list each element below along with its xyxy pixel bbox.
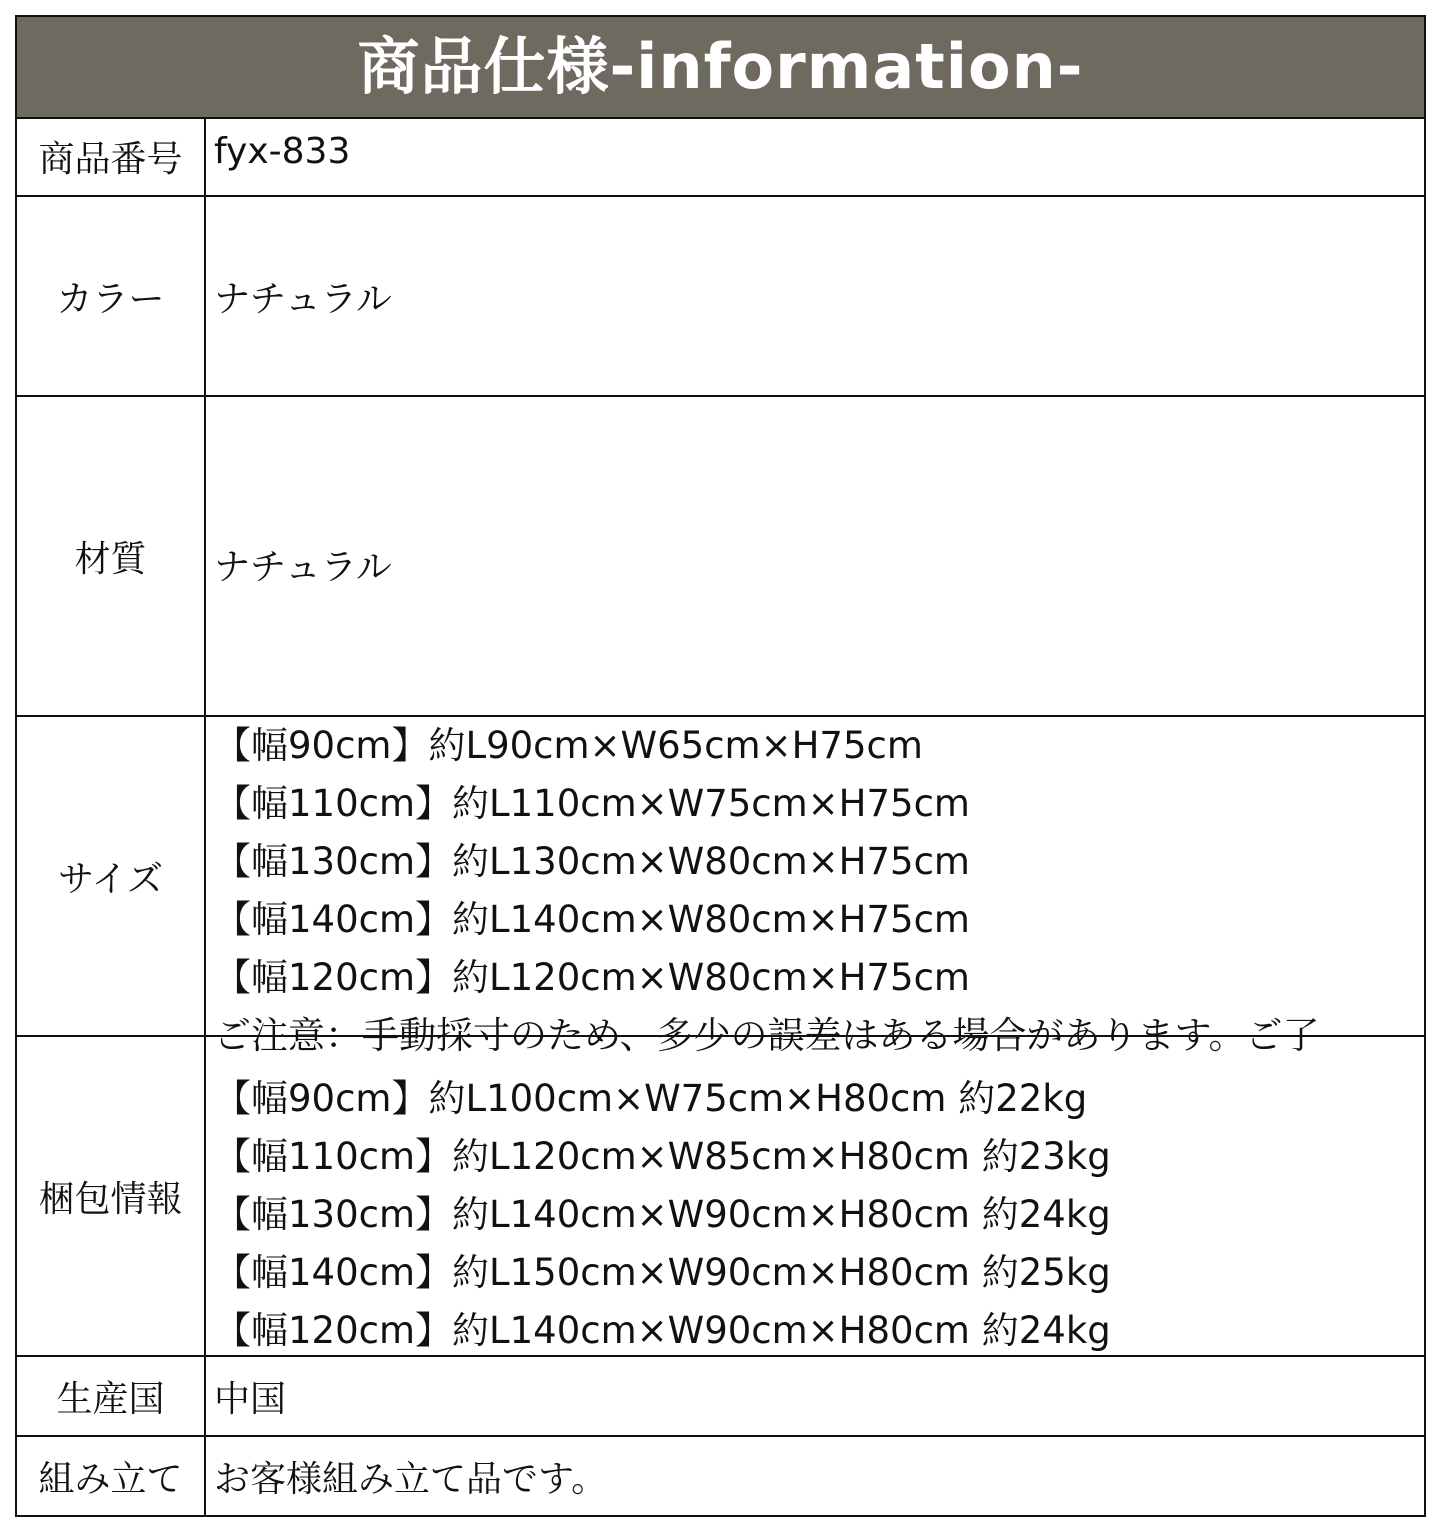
label-size: サイズ: [17, 717, 206, 1035]
label-packaging: 梱包情報: [17, 1037, 206, 1355]
value-size: [214, 717, 1424, 1057]
size-line: 【幅110cm】約L110cm×W75cm×H75cm: [214, 782, 970, 825]
label-product-number: 商品番号: [17, 117, 206, 195]
row-origin: [17, 1357, 1424, 1437]
row-product-number: [17, 117, 1424, 197]
value-material: ナチュラル: [214, 547, 392, 588]
value-color: ナチュラル: [214, 278, 392, 320]
label-assembly: 組み立て: [17, 1437, 206, 1515]
label-material: 材質: [17, 397, 206, 715]
size-line: 【幅120cm】約L120cm×W80cm×H75cm: [214, 956, 970, 999]
value-assembly: お客様組み立て品です。: [214, 1458, 608, 1500]
label-color: カラー: [17, 197, 206, 395]
value-packaging: [214, 1037, 1424, 1355]
size-line: 【幅130cm】約L130cm×W80cm×H75cm: [214, 840, 970, 883]
packaging-line: 【幅120cm】約L140cm×W90cm×H80cm 約24kg: [214, 1309, 1111, 1352]
spec-title: 商品仕様-information-: [357, 30, 1084, 103]
label-origin: 生産国: [17, 1357, 206, 1435]
size-line: 【幅90cm】約L90cm×W65cm×H75cm: [214, 724, 923, 767]
row-size: [17, 717, 1424, 1057]
packaging-line: 【幅130cm】約L140cm×W90cm×H80cm 約24kg: [214, 1193, 1111, 1236]
spec-table: [15, 15, 1426, 1517]
packaging-line: 【幅140cm】約L150cm×W90cm×H80cm 約25kg: [214, 1251, 1111, 1294]
row-material: [17, 397, 1424, 717]
value-origin: 中国: [214, 1378, 287, 1420]
size-line: 【幅140cm】約L140cm×W80cm×H75cm: [214, 898, 970, 941]
row-color: [17, 197, 1424, 397]
row-packaging: [17, 1037, 1424, 1357]
spec-header: [17, 17, 1424, 119]
row-assembly: [17, 1437, 1424, 1515]
packaging-line: 【幅90cm】約L100cm×W75cm×H80cm 約22kg: [214, 1077, 1088, 1120]
value-product-number: fyx-833: [214, 131, 351, 172]
size-note: ご注意：手動採寸のため、多少の誤差はある場合があります。ご了: [214, 1014, 1320, 1057]
packaging-line: 【幅110cm】約L120cm×W85cm×H80cm 約23kg: [214, 1135, 1111, 1178]
